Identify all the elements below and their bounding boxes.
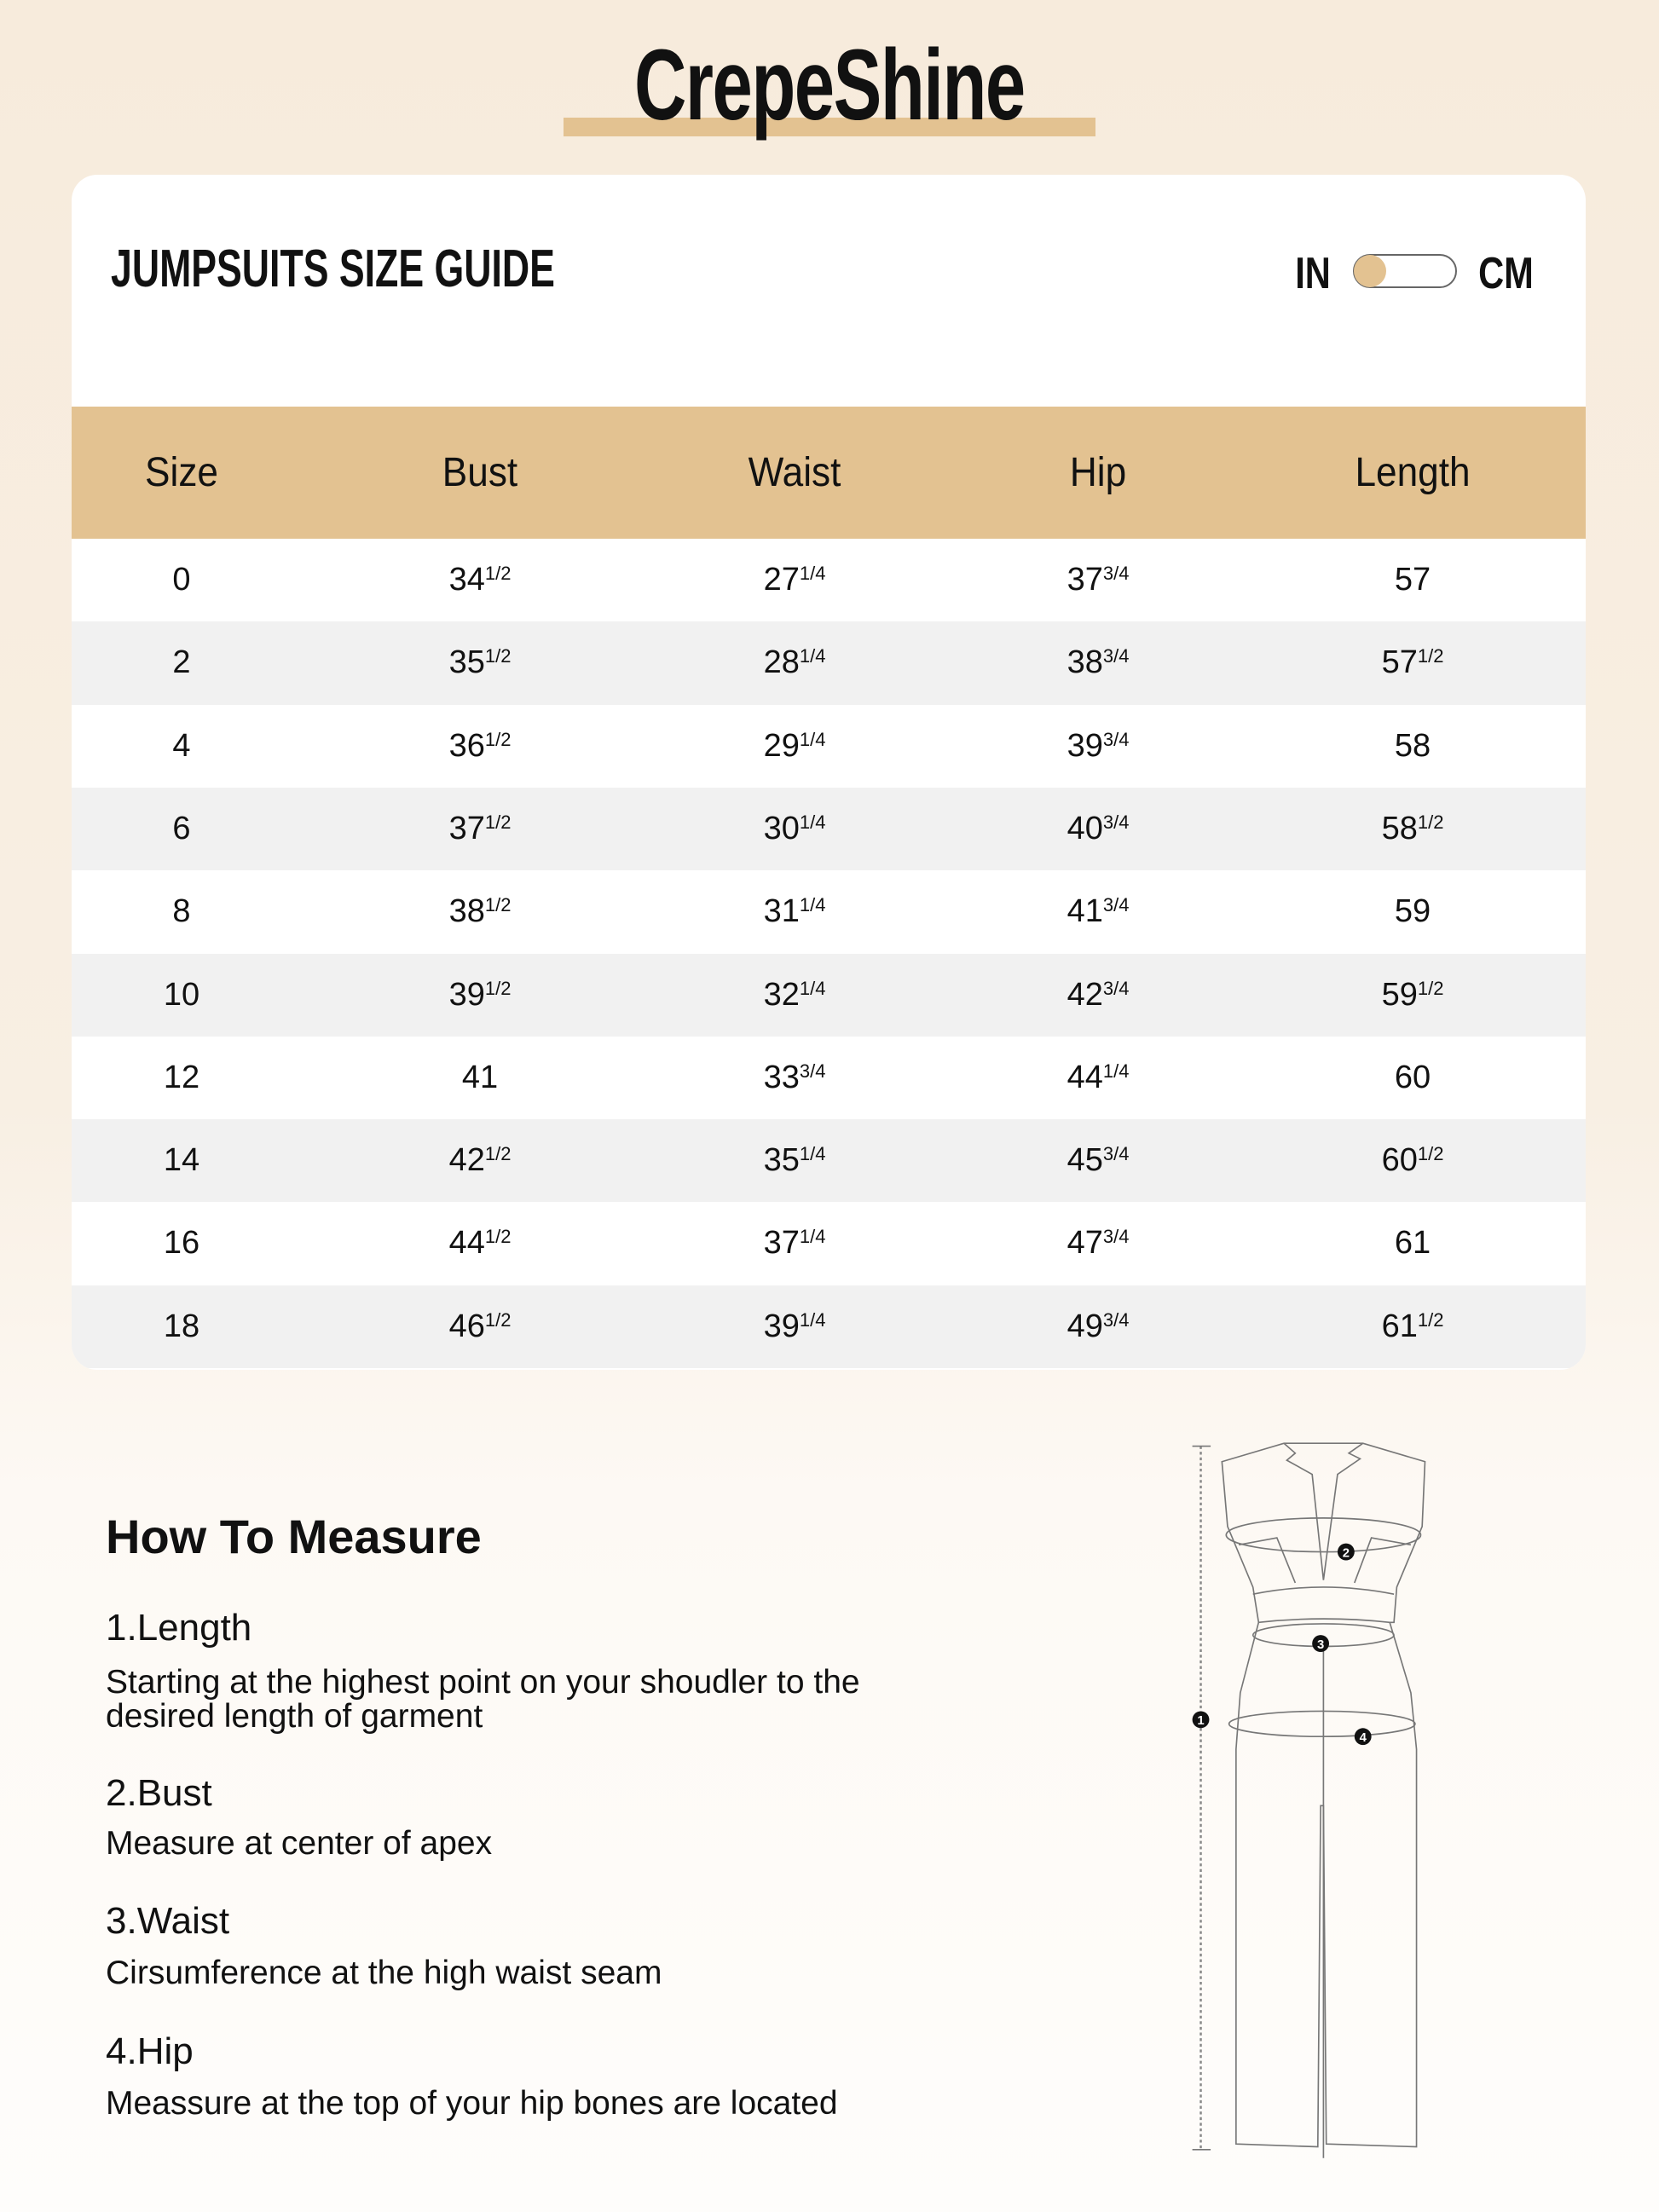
cell-length	[1285, 1285, 1540, 1368]
cell-fraction: 1/4	[799, 1226, 826, 1248]
header-bust: Bust	[442, 450, 518, 495]
cell-whole: 42	[1066, 976, 1103, 1013]
cell-whole: 38	[448, 893, 485, 930]
measure-length-title: 1.Length	[106, 1607, 252, 1649]
cell-whole: 61	[1381, 1308, 1418, 1344]
measure-hip-title: 4.Hip	[106, 2030, 194, 2072]
cell-bust	[352, 954, 608, 1037]
cell-fraction: 3/4	[1102, 1226, 1130, 1248]
cell-fraction: 3/4	[1102, 1308, 1130, 1331]
cell-size	[72, 621, 309, 704]
toggle-knob	[1354, 255, 1386, 287]
cell-whole: 44	[1066, 1059, 1103, 1095]
header-size: Size	[145, 450, 218, 495]
measure-bust-desc: Measure at center of apex	[106, 1825, 493, 1862]
header-hip: Hip	[1069, 450, 1127, 495]
guide-title: JUMPSUITS SIZE GUIDE	[111, 240, 555, 298]
brand-logo	[0, 26, 1659, 145]
cell-length	[1285, 1037, 1540, 1119]
how-to-measure-heading: How To Measure	[106, 1510, 482, 1563]
cell-length	[1285, 954, 1540, 1037]
cell-length	[1285, 788, 1540, 870]
cell-size	[72, 788, 309, 870]
cell-bust	[352, 788, 608, 870]
table-row	[72, 705, 1586, 788]
cell-whole: 28	[763, 644, 800, 681]
cell-fraction: 1/2	[484, 977, 512, 999]
cell-whole: 58	[1394, 727, 1431, 764]
cell-bust	[352, 705, 608, 788]
cell-hip	[970, 705, 1226, 788]
measure-hip-desc: Meassure at the top of your hip bones are located	[106, 2085, 838, 2122]
table-row	[72, 788, 1586, 870]
cell-whole: 37	[1066, 562, 1103, 598]
cell-fraction: 1/2	[1417, 977, 1444, 999]
cell-whole: 57	[1381, 644, 1418, 681]
cell-whole: 18	[163, 1308, 200, 1344]
cell-size	[72, 705, 309, 788]
brand-name: CrepeShine	[634, 29, 1025, 141]
cell-whole: 34	[448, 562, 485, 598]
cell-bust	[352, 1285, 608, 1368]
cell-fraction: 1/2	[484, 1143, 512, 1165]
size-guide-card	[72, 175, 1586, 1370]
cell-whole: 27	[763, 562, 800, 598]
cell-whole: 60	[1381, 1142, 1418, 1179]
cell-fraction: 3/4	[799, 1060, 826, 1082]
cell-waist	[667, 870, 922, 953]
cell-whole: 59	[1394, 893, 1431, 930]
cell-fraction: 3/4	[1102, 645, 1130, 667]
cell-fraction: 1/4	[799, 728, 826, 750]
measure-bust-title: 2.Bust	[106, 1772, 212, 1814]
cell-hip	[970, 1285, 1226, 1368]
table-row	[72, 870, 1586, 953]
cell-fraction: 3/4	[1102, 563, 1130, 584]
cell-length	[1285, 1119, 1540, 1202]
cell-size	[72, 1119, 309, 1202]
unit-cm-label[interactable]: CM	[1478, 249, 1534, 298]
cell-whole: 32	[763, 976, 800, 1013]
cell-whole: 40	[1066, 810, 1103, 846]
cell-fraction: 1/4	[1102, 1060, 1130, 1082]
cell-whole: 49	[1066, 1308, 1103, 1344]
cell-whole: 29	[763, 727, 800, 764]
cell-length	[1285, 621, 1540, 704]
cell-whole: 0	[172, 562, 191, 598]
cell-size	[72, 954, 309, 1037]
cell-fraction: 1/2	[484, 811, 512, 833]
table-row	[72, 1202, 1586, 1285]
cell-fraction: 1/4	[799, 645, 826, 667]
cell-whole: 30	[763, 810, 800, 846]
cell-whole: 58	[1381, 810, 1418, 846]
cell-whole: 41	[1066, 893, 1103, 930]
cell-length	[1285, 705, 1540, 788]
cell-hip	[970, 1037, 1226, 1119]
cell-bust	[352, 621, 608, 704]
cell-bust	[352, 539, 608, 621]
cell-fraction: 3/4	[1102, 977, 1130, 999]
cell-whole: 61	[1394, 1225, 1431, 1262]
cell-fraction: 1/4	[799, 1308, 826, 1331]
cell-whole: 36	[448, 727, 485, 764]
cell-fraction: 1/4	[799, 811, 826, 833]
cell-waist	[667, 954, 922, 1037]
unit-toggle[interactable]	[1353, 254, 1457, 288]
cell-fraction: 1/2	[484, 728, 512, 750]
cell-size	[72, 539, 309, 621]
cell-whole: 42	[448, 1142, 485, 1179]
cell-waist	[667, 1285, 922, 1368]
cell-waist	[667, 1037, 922, 1119]
cell-whole: 35	[448, 644, 485, 681]
cell-whole: 59	[1381, 976, 1418, 1013]
measure-waist-desc: Cirsumference at the high waist seam	[106, 1955, 662, 1991]
cell-whole: 31	[763, 893, 800, 930]
cell-whole: 41	[461, 1059, 499, 1095]
cell-fraction: 1/4	[799, 1143, 826, 1165]
cell-whole: 4	[172, 727, 191, 764]
cell-whole: 44	[448, 1225, 485, 1262]
cell-bust	[352, 1202, 608, 1285]
cell-waist	[667, 539, 922, 621]
cell-fraction: 3/4	[1102, 811, 1130, 833]
cell-whole: 14	[163, 1142, 200, 1179]
measure-length-desc: Starting at the highest point on your shoudler to the desired length of garment	[106, 1664, 860, 1735]
cell-waist	[667, 1202, 922, 1285]
header-length: Length	[1355, 450, 1471, 495]
cell-whole: 37	[448, 810, 485, 846]
cell-length	[1285, 539, 1540, 621]
cell-whole: 12	[163, 1059, 200, 1095]
cell-whole: 46	[448, 1308, 485, 1344]
cell-waist	[667, 1119, 922, 1202]
cell-fraction: 1/4	[799, 563, 826, 584]
cell-fraction: 1/2	[484, 645, 512, 667]
cell-whole: 2	[172, 644, 191, 681]
cell-size	[72, 1202, 309, 1285]
table-row	[72, 1037, 1586, 1119]
cell-length	[1285, 870, 1540, 953]
cell-bust	[352, 1037, 608, 1119]
cell-bust	[352, 1119, 608, 1202]
table-header	[72, 407, 1586, 539]
cell-fraction: 1/4	[799, 977, 826, 999]
cell-whole: 60	[1394, 1059, 1431, 1095]
cell-waist	[667, 788, 922, 870]
cell-fraction: 1/2	[484, 1226, 512, 1248]
measure-waist-title: 3.Waist	[106, 1900, 230, 1942]
cell-fraction: 3/4	[1102, 728, 1130, 750]
jumpsuit-illustration	[1185, 1432, 1441, 2165]
cell-fraction: 1/4	[799, 894, 826, 916]
cell-whole: 16	[163, 1225, 200, 1262]
cell-whole: 39	[448, 976, 485, 1013]
cell-hip	[970, 539, 1226, 621]
cell-whole: 57	[1394, 562, 1431, 598]
cell-whole: 33	[763, 1059, 800, 1095]
table-row	[72, 539, 1586, 621]
cell-waist	[667, 621, 922, 704]
cell-hip	[970, 1202, 1226, 1285]
table-row	[72, 1119, 1586, 1202]
cell-fraction: 1/2	[1417, 1308, 1444, 1331]
cell-fraction: 1/2	[1417, 811, 1444, 833]
cell-whole: 37	[763, 1225, 800, 1262]
header-waist: Waist	[748, 450, 841, 495]
cell-waist	[667, 705, 922, 788]
cell-fraction: 1/2	[484, 894, 512, 916]
cell-hip	[970, 954, 1226, 1037]
cell-size	[72, 870, 309, 953]
cell-fraction: 3/4	[1102, 1143, 1130, 1165]
cell-fraction: 1/2	[484, 1308, 512, 1331]
cell-whole: 39	[1066, 727, 1103, 764]
marker-3: 3	[1316, 1637, 1325, 1652]
marker-4: 4	[1359, 1731, 1367, 1746]
cell-whole: 39	[763, 1308, 800, 1344]
cell-hip	[970, 870, 1226, 953]
cell-whole: 35	[763, 1142, 800, 1179]
cell-whole: 8	[172, 893, 191, 930]
cell-length	[1285, 1202, 1540, 1285]
cell-whole: 6	[172, 810, 191, 846]
table-row	[72, 954, 1586, 1037]
cell-hip	[970, 788, 1226, 870]
cell-size	[72, 1285, 309, 1368]
marker-2: 2	[1342, 1546, 1350, 1561]
cell-fraction: 1/2	[1417, 1143, 1444, 1165]
cell-hip	[970, 1119, 1226, 1202]
cell-hip	[970, 621, 1226, 704]
cell-fraction: 1/2	[484, 563, 512, 584]
marker-1: 1	[1197, 1714, 1205, 1729]
table-row	[72, 1285, 1586, 1368]
cell-fraction: 1/2	[1417, 645, 1444, 667]
cell-whole: 45	[1066, 1142, 1103, 1179]
unit-in-label[interactable]: IN	[1295, 249, 1331, 298]
cell-size	[72, 1037, 309, 1119]
cell-fraction: 3/4	[1102, 894, 1130, 916]
cell-bust	[352, 870, 608, 953]
cell-whole: 47	[1066, 1225, 1103, 1262]
cell-whole: 10	[163, 976, 200, 1013]
cell-whole: 38	[1066, 644, 1103, 681]
table-row	[72, 621, 1586, 704]
